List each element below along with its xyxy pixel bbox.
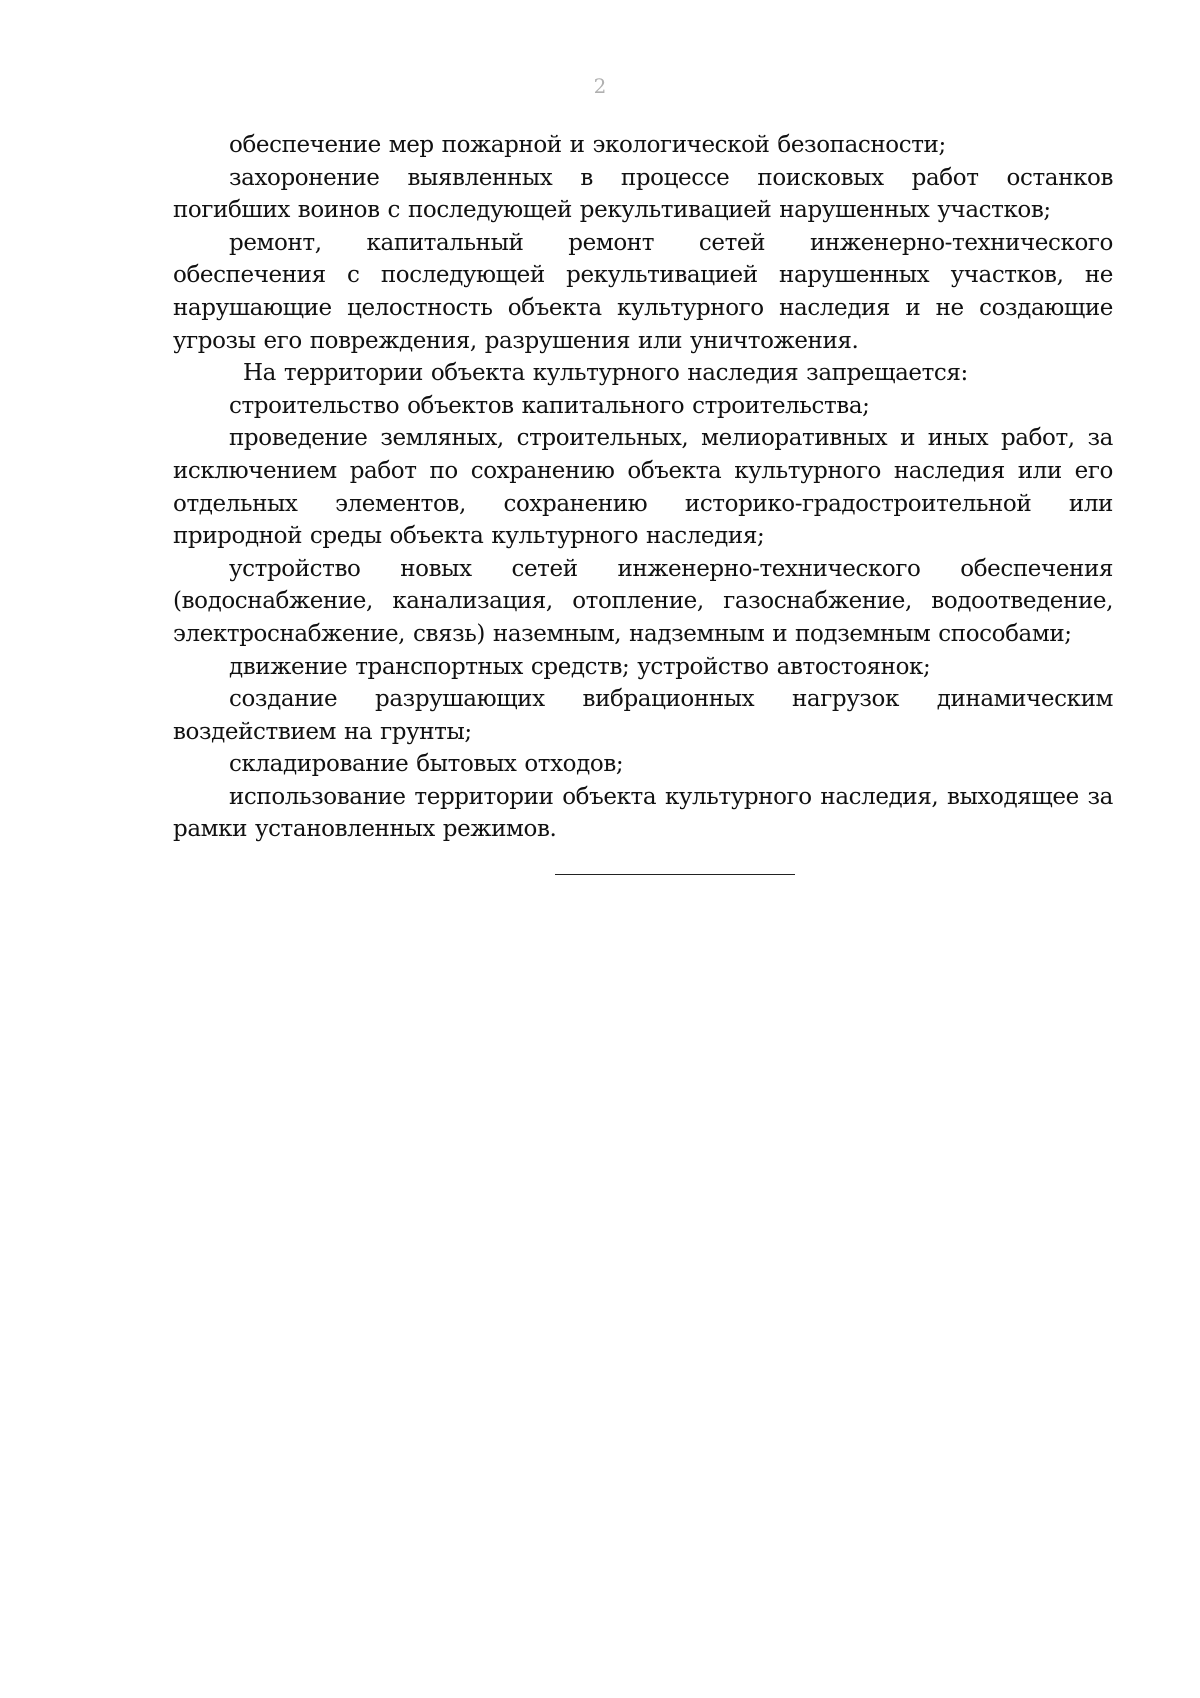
paragraph-capital-construction: строительство объектов капитального строительства; bbox=[229, 392, 870, 419]
paragraph-fire-safety: обеспечение мер пожарной и экологической безопасности; bbox=[229, 132, 946, 158]
document-body bbox=[173, 129, 1113, 846]
paragraph-waste-storage: складирование бытовых отходов; bbox=[229, 751, 624, 778]
paragraph-network-repair: ремонт, капитальный ремонт сетей инженерно-технического обеспечения с последующей рекультивацией нарушенных участков, не нарушающие целостность объекта культурного наследия и не создающие угрозы его повреждения, разрушения или уничтожения. bbox=[173, 229, 1113, 354]
paragraph-burial-remains: захоронение выявленных в процессе поисковых работ останков погибших воинов с последующей рекультивацией нарушенных участков; bbox=[173, 164, 1113, 224]
end-divider-line bbox=[555, 874, 795, 875]
paragraph-earthworks: проведение земляных, строительных, мелиоративных и иных работ, за исключением работ по сохранению объекта культурного наследия или его отдельных элементов, сохранению историко-градостроительной или природной среды объекта культурного наследия; bbox=[173, 425, 1113, 550]
page-number: 2 bbox=[593, 74, 607, 98]
paragraph-prohibitions-intro: На территории объекта культурного наследия запрещается: bbox=[243, 360, 968, 387]
paragraph-territory-use: использование территории объекта культурного наследия, выходящее за рамки установленных режимов. bbox=[173, 783, 1113, 843]
paragraph-vibration-loads: создание разрушающих вибрационных нагрузок динамическим воздействием на грунты; bbox=[173, 686, 1113, 745]
paragraph-traffic-parking: движение транспортных средств; устройство автостоянок; bbox=[229, 653, 931, 680]
paragraph-new-networks: устройство новых сетей инженерно-технического обеспечения (водоснабжение, канализация, отопление, газоснабжение, водоотведение, электроснабжение, связь) наземным, надземным и подземным способами; bbox=[173, 555, 1113, 647]
